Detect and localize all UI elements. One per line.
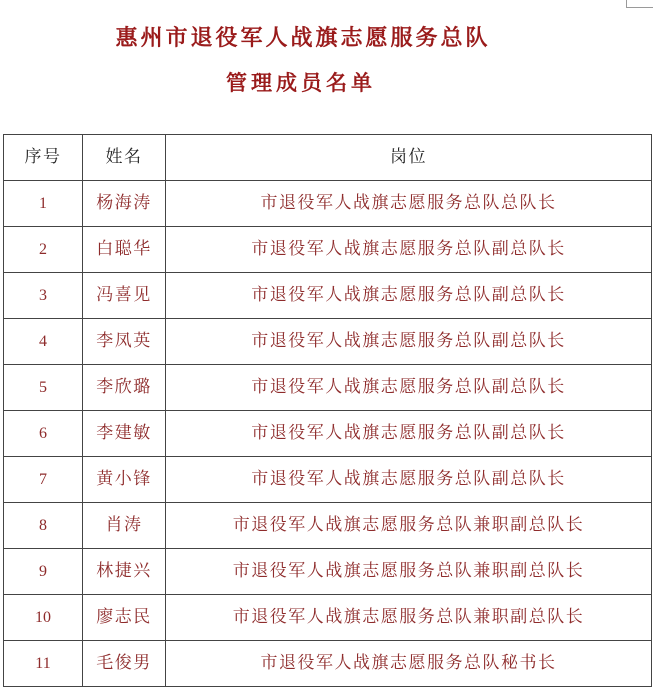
cell-position: 市退役军人战旗志愿服务总队秘书长 bbox=[166, 641, 652, 687]
table-row bbox=[4, 503, 652, 549]
cell-position: 市退役军人战旗志愿服务总队总队长 bbox=[166, 181, 652, 227]
cell-name: 李欣璐 bbox=[83, 365, 166, 411]
table-header-row bbox=[4, 135, 652, 181]
cell-name: 廖志民 bbox=[83, 595, 166, 641]
cell-position: 市退役军人战旗志愿服务总队副总队长 bbox=[166, 227, 652, 273]
table-row bbox=[4, 319, 652, 365]
document-title: 惠州市退役军人战旗志愿服务总队 bbox=[115, 25, 491, 51]
cell-name: 白聪华 bbox=[83, 227, 166, 273]
cell-no: 7 bbox=[4, 457, 83, 503]
cell-no: 8 bbox=[4, 503, 83, 549]
cell-name: 杨海涛 bbox=[83, 181, 166, 227]
member-table bbox=[3, 134, 652, 687]
cell-no: 5 bbox=[4, 365, 83, 411]
document-subtitle: 管理成员名单 bbox=[226, 70, 376, 95]
cell-no: 10 bbox=[4, 595, 83, 641]
cell-position: 市退役军人战旗志愿服务总队副总队长 bbox=[166, 411, 652, 457]
header-no: 序号 bbox=[4, 135, 83, 181]
cell-name: 李建敏 bbox=[83, 411, 166, 457]
table-row bbox=[4, 457, 652, 503]
table-row bbox=[4, 365, 652, 411]
cell-name: 李凤英 bbox=[83, 319, 166, 365]
table-row bbox=[4, 181, 652, 227]
cell-no: 11 bbox=[4, 641, 83, 687]
cell-name: 毛俊男 bbox=[83, 641, 166, 687]
cell-no: 3 bbox=[4, 273, 83, 319]
cell-position: 市退役军人战旗志愿服务总队副总队长 bbox=[166, 365, 652, 411]
cell-position: 市退役军人战旗志愿服务总队兼职副总队长 bbox=[166, 549, 652, 595]
cell-position: 市退役军人战旗志愿服务总队副总队长 bbox=[166, 273, 652, 319]
header-position: 岗位 bbox=[166, 135, 652, 181]
cell-position: 市退役军人战旗志愿服务总队副总队长 bbox=[166, 319, 652, 365]
cell-no: 2 bbox=[4, 227, 83, 273]
table-row bbox=[4, 641, 652, 687]
cell-position: 市退役军人战旗志愿服务总队副总队长 bbox=[166, 457, 652, 503]
cell-name: 冯喜见 bbox=[83, 273, 166, 319]
cell-position: 市退役军人战旗志愿服务总队兼职副总队长 bbox=[166, 503, 652, 549]
cell-no: 9 bbox=[4, 549, 83, 595]
cell-name: 林捷兴 bbox=[83, 549, 166, 595]
cell-name: 黄小锋 bbox=[83, 457, 166, 503]
table-row bbox=[4, 227, 652, 273]
cell-name: 肖涛 bbox=[83, 503, 166, 549]
table-row bbox=[4, 273, 652, 319]
table-row bbox=[4, 411, 652, 457]
header-name: 姓名 bbox=[83, 135, 166, 181]
table-row bbox=[4, 549, 652, 595]
cell-no: 1 bbox=[4, 181, 83, 227]
cell-no: 4 bbox=[4, 319, 83, 365]
table-row bbox=[4, 595, 652, 641]
page-corner-mark bbox=[626, 0, 653, 8]
cell-position: 市退役军人战旗志愿服务总队兼职副总队长 bbox=[166, 595, 652, 641]
cell-no: 6 bbox=[4, 411, 83, 457]
